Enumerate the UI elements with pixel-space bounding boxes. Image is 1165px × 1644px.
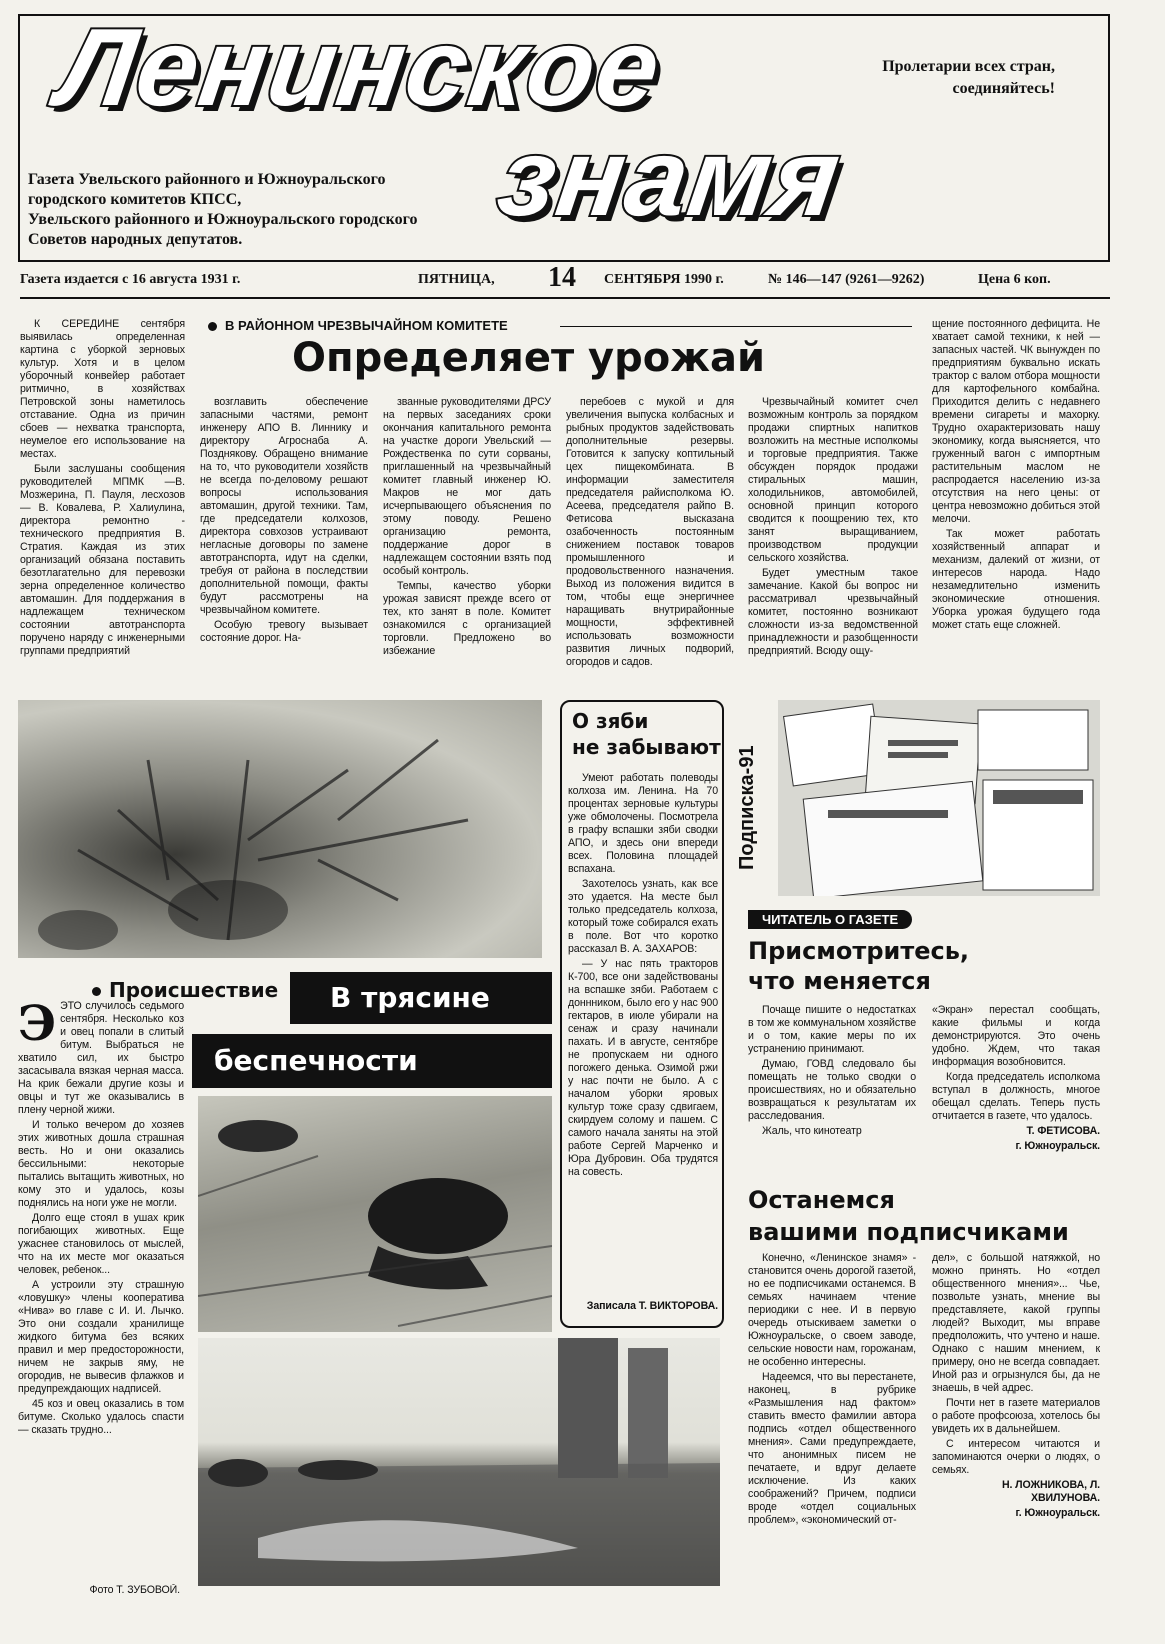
lead-col2-p2: Особую тревогу вызывает состояние дорог. На- [200,619,368,644]
subscription-label: Подписка-91 [736,745,758,870]
dateline-rule [20,297,1110,299]
tar-photo-shapes [198,1096,552,1332]
field-photo [18,700,542,958]
incident-rubric [92,978,278,1002]
plowing-p2: Захотелось узнать, как все это удается. На месте был только председатель колхоза, который тоже собирался ехать в поле. Вот что коротко рассказал В. А. ЗАХАРОВ: [568,878,718,955]
incident-p2: И только вечером до хозяев этих животных дошла страшная весть. Но и они оказались бессильными: некоторые пытались вытащить животных, но кому это и удалось, козы поднялись на ноги уже не могли. [18,1119,184,1209]
reader-sig2: г. Южноуральск. [1015,1140,1100,1152]
lead-col3-p1: званные руководителями ДРСУ на первых заседаниях сроки окончания капитального ремонта на участке дороги Увельский — Рождественка по сути сорваны, приглашенный на чрезвычайный комитет главный инженер Ю. Макров не мог дать исчерпывающего объяснения по этому поводу. Решено организацию ремонта, поддержание дорог в надлежащем состоянии взять под особый контроль. [383,396,551,577]
dateline-issue: № 146—147 (9261—9262) [768,272,925,287]
subscribers-col-a [748,1252,916,1588]
incident-p4: А устроили эту страшную «ловушку» члены кооператива «Нива» во главе с И. И. Лычко. Это они создали хранилище жидкого битума без всяких правил и мер предосторожности, ничем не закрыв яму, не огородив, не вывесив флажков и предупреждающих надписей. [18,1279,184,1395]
lead-title: Определяет урожай [292,335,766,381]
lead-col-2 [200,396,368,688]
masthead-logo-line1: Ленинское [51,6,669,129]
lead-col-1 [20,318,185,688]
masthead-slogan [845,56,1055,100]
bullet-icon [92,987,101,996]
subscribers-a-p1: Конечно, «Ленинское знамя» - становится очень дорогой газетой, но ее подписчиками останемся. В семьях начинаем чтение периодики с нее. И в первую очередь отыскиваем заметки о Южноуральске, о своем заводе, сельские новости нам, горожанам, не особенно интересны. [748,1252,916,1368]
publisher-line3: Увельского районного и Южноуральского городского [28,211,418,228]
plowing-title [572,708,721,760]
slogan-line1: Пролетарии всех стран, [882,58,1055,75]
publisher-line2: городского комитетов КПСС, [28,191,242,208]
publisher-line1: Газета Увельского районного и Южноуральского [28,171,386,188]
lead-col4-p1: перебоев с мукой и для увеличения выпуска колбасных и рыбных продуктов задействовать дополнительные резервы. Готовится к запуску коптильный цех пищекомбината. В информации заместителя председателя райисполкома Ю. Асеева, председателя райпо В. Фетисова высказана озабоченность постоянным снижением поставок товаров промышленного и продовольственного назначения. Выход из положения видится в том, чтобы еще энергичнее наращивать внутрирайонные мощности, эффективней использовать возможности развития личных подворий, огородов и садов. [566,396,734,668]
reader-a-p2: Думаю, ГОВД следовало бы помещать не только сводки о происшествиях, но и обязательно возвращаться к результатам их расследования. [748,1058,916,1122]
dateline-since: Газета издается с 16 августа 1931 г. [20,272,241,287]
plowing-p3: — У нас пять тракторов К-700, все они задействованы на вспашке зяби. Работаем с доннником, было его у нас 900 гектаров, в июле убирали на сенаж и сразу начинали пахать. И в августе, сентябре не пропускаем ни одного погожего денька. Озимой ржи у нас почти не было. А с началом уборки яровых культур тоже сразу сдвигаем, скирдуем солому и пашем. С самого начала заняты на этой работе Сергей Марченко и Юра Дубровин. Оба трудятся на совесть. [568,958,718,1178]
lead-rubric-text: В РАЙОННОМ ЧРЕЗВЫЧАЙНОМ КОМИТЕТЕ [225,318,508,333]
subscription-promo-image [778,700,1100,896]
subscribers-b-p1: дел», с большой натяжкой, но можно принять. Но «отдел общественного мнения»... Чье, позвольте узнать, мнение вы представляете, какой группы людей? Выходит, мы вправе предположить, что учтено и наше. Однако с нашим мнением, к примеру, оно не всегда совпадает. Иной раз и огрызнулся бы, да не знаешь, в чей адрес. [932,1252,1100,1394]
incident-photo-credit: Фото Т. ЗУБОВОЙ. [89,1584,180,1596]
plowing-title-line1: О зяби [572,709,649,733]
reader-col-b [932,1004,1100,1174]
reader-sig1: Т. ФЕТИСОВА. [1026,1125,1100,1137]
incident-title-1: В трясине [290,972,552,1024]
landscape-photo [198,1338,720,1586]
reader-b-p1: «Экран» перестал сообщать, какие фильмы и когда демонстрируются. Это очень удобно. Ждем, что такая информация возобновится. [932,1004,1100,1068]
subscribers-b-p3: С интересом читаются и запоминаются очерки о людях, о семьях. [932,1438,1100,1476]
reader-b-p2: Когда председатель исполкома вступал в должность, многое обещал сделать. Теперь пусть отчитается в газете, что удалось. [932,1071,1100,1122]
dateline-day: 14 [548,262,576,293]
lead-rubric [208,318,508,333]
landscape-photo-shapes [198,1338,720,1586]
lead-col-6 [932,318,1100,688]
subscribers-col-b [932,1252,1100,1588]
bullet-icon [208,322,217,331]
lead-col-5 [748,396,918,688]
publisher-line4: Советов народных депутатов. [28,231,243,248]
newspaper-collage [778,700,1100,896]
dateline [20,262,1110,294]
subscribers-title-line2: вашими подписчиками [748,1218,1069,1246]
reader-col-a [748,1004,916,1172]
rubric-rule [560,326,912,327]
plowing-signature: Записала Т. ВИКТОРОВА. [586,1300,718,1312]
incident-text [18,1000,184,1550]
plowing-text [568,772,718,1292]
lead-col3-p2: Темпы, качество уборки урожая зависят прежде всего от тех, кто занят в поле. Комитет ознакомился с организацией торговли. Предложено во избежание [383,580,551,657]
subscribers-sig1: Н. ЛОЖНИКОВА, Л. ХВИЛУНОВА. [1001,1479,1100,1504]
lead-col6-p1: щение постоянного дефицита. Не хватает самой техники, к ней —запасных частей. ЧК вынужден по предприятиям буквально искать трактор с валом отбора мощности для картофельного комбайна. Приходится делить с недавнего времени сигареты и махорку. Трудно охарактеризовать нашу экономику, когда выясняется, что груженный вагон с импортным растительным маслом не распродается населению из-за отсутствия на него цены: от центра невозможно добиться этой мелочи. [932,318,1100,525]
lead-col-3 [383,396,551,688]
plowing-p1: Умеют работать полеводы колхоза им. Ленина. На 70 процентах зерновые культуры уже обмолочены. Посмотрела в графу вспашки зяби сводки АПО, и здесь они впереди всех. Половина площадей вспахана. [568,772,718,875]
dateline-weekday: ПЯТНИЦА, [418,272,495,287]
subscribers-title [748,1184,1069,1248]
lead-col6-p2: Так может работать хозяйственный аппарат и механизм, далекий от жизни, от интересов народа. Надо незамедлительно изменить экономические отношения. Уборка урожая будущего года может стать еще сложней. [932,528,1100,631]
masthead-logo-line2: знамя [491,116,849,239]
reader-title-line1: Присмотритесь, [748,937,970,965]
lead-col2-p1: возглавить обеспечение запасными частями, ремонт инженеру АПО В. Линнику и директору Агроснаба А. Позднякову. Обращено внимание на то, что руководители хозяйств не всегда по-деловому решают вопросы использования автомашин, другой техники. Там, где председатели колхозов, директора совхозов устраивают неглaсные договоры по замене автотранспорта, идут на сделки, требуя от района в последствии дополнительной помощи, факты будут рассмотрены на чрезвычайном комитете. [200,396,368,616]
plowing-title-line2: не забывают [572,735,721,759]
dateline-month-year: СЕНТЯБРЯ 1990 г. [604,272,724,287]
lead-col5-p2: Будет уместным такое замечание. Какой бы вопрос ни рассматривал чрезвычайный комитет, постоянно возникают сложности из-за ведомственной принадлежности и разобщенности предприятий. Всюду ощу- [748,567,918,657]
subscribers-a-p2: Надеемся, что вы перестанете, наконец, в рубрике «Размышления над фактом» ставить вместо фамилии автора подпись «отдел общественного мнения». Сами предупреждаете, что анонимных писем не печатаете, и вдруг делаете исключение. Из каких соображений? Причем, подписи вроде «отдел социальных проблем», «экономический от- [748,1371,916,1526]
incident-rubric-text: Происшествие [109,978,279,1002]
subscribers-sig2: г. Южноуральск. [1015,1507,1100,1519]
incident-p5: 45 коз и овец оказались в том битуме. Сколько удалось спасти — сказать трудно... [18,1398,184,1436]
lead-col5-p1: Чрезвычайный комитет счел возможным контроль за порядком продажи спиртных напитков возложить на местные исполкомы и торговые предприятия. Также обсужден порядок продажи стиральных машин, холодильников, автомобилей, основной принцип которого сводится к поощрению тех, кто занят выращиванием, производством продукции сельского хозяйства. [748,396,918,564]
lead-col1-p2: Были заслушаны сообщения руководителей МПМК —В. Мозжерина, П. Пауля, лесхозов — В. Ковалева, Р. Халиулина, директора ремонтно - технического предприятия В. Стратия. Каждая из этих организаций обязана поставить безотлагательно для перевозки зерна определенное количество автомашин. Для поддержания в надлежащем техническом состоянии автотранспорта поручено наряду с инженерными группами предприятий [20,463,185,657]
incident-p1-text: ЭТО случилось седьмого сентября. Несколько коз и овец попали в слитый битум. Выбраться не хватило сил, их быстро засасывала вязкая черная масса. На крик бежали другие козы и овцы и тут же оказывались в плену черной жижи. [18,1000,184,1116]
incident-p3: Долго еще стоял в ушах крик погибающих животных. Еще ужаснее становилось от мыслей, что на их месте мог оказаться человек, ребенок... [18,1212,184,1276]
tar-photo [198,1096,552,1332]
reader-a-p1: Почаще пишите о недостатках в том же коммунальном хозяйстве и о том, какие меры по их устранению принимают. [748,1004,916,1055]
subscribers-b-p2: Почти нет в газете материалов о работе профсоюза, хотелось бы увидеть их в дальнейшем. [932,1397,1100,1435]
masthead-publisher [28,170,488,250]
field-photo-texture [18,700,542,958]
lead-col1-p1: К СЕРЕДИНЕ сентября выявилась определенная картина с уборкой зерновых культур. Хотя и в целом уборочный конвейер работает ритмично, в хозяйствах Петровской зоны наметилось отставание. Одна из причин сбоев — нехватка транспорта, неумелое его использование на местах. [20,318,185,460]
dateline-price: Цена 6 коп. [978,272,1051,287]
incident-p1: ЭЭТО случилось седьмого сентября. Несколько коз и овец попали в слитый битум. Выбраться не хватило сил, их быстро засасывала вязкая черная масса. На крик бежали другие козы и овцы и тут же оказывались в плену черной жижи. [18,1000,184,1116]
reader-title [748,936,969,996]
subscribers-title-line1: Останемся [748,1186,895,1214]
lead-col-4 [566,396,734,688]
reader-a-p3: Жаль, что кинотеатр [762,1125,862,1137]
incident-title-2: беспечности [192,1034,552,1088]
reader-rubric: ЧИТАТЕЛЬ О ГАЗЕТЕ [748,910,912,929]
reader-title-line2: что меняется [748,967,931,995]
slogan-line2: соединяйтесь! [952,80,1055,97]
